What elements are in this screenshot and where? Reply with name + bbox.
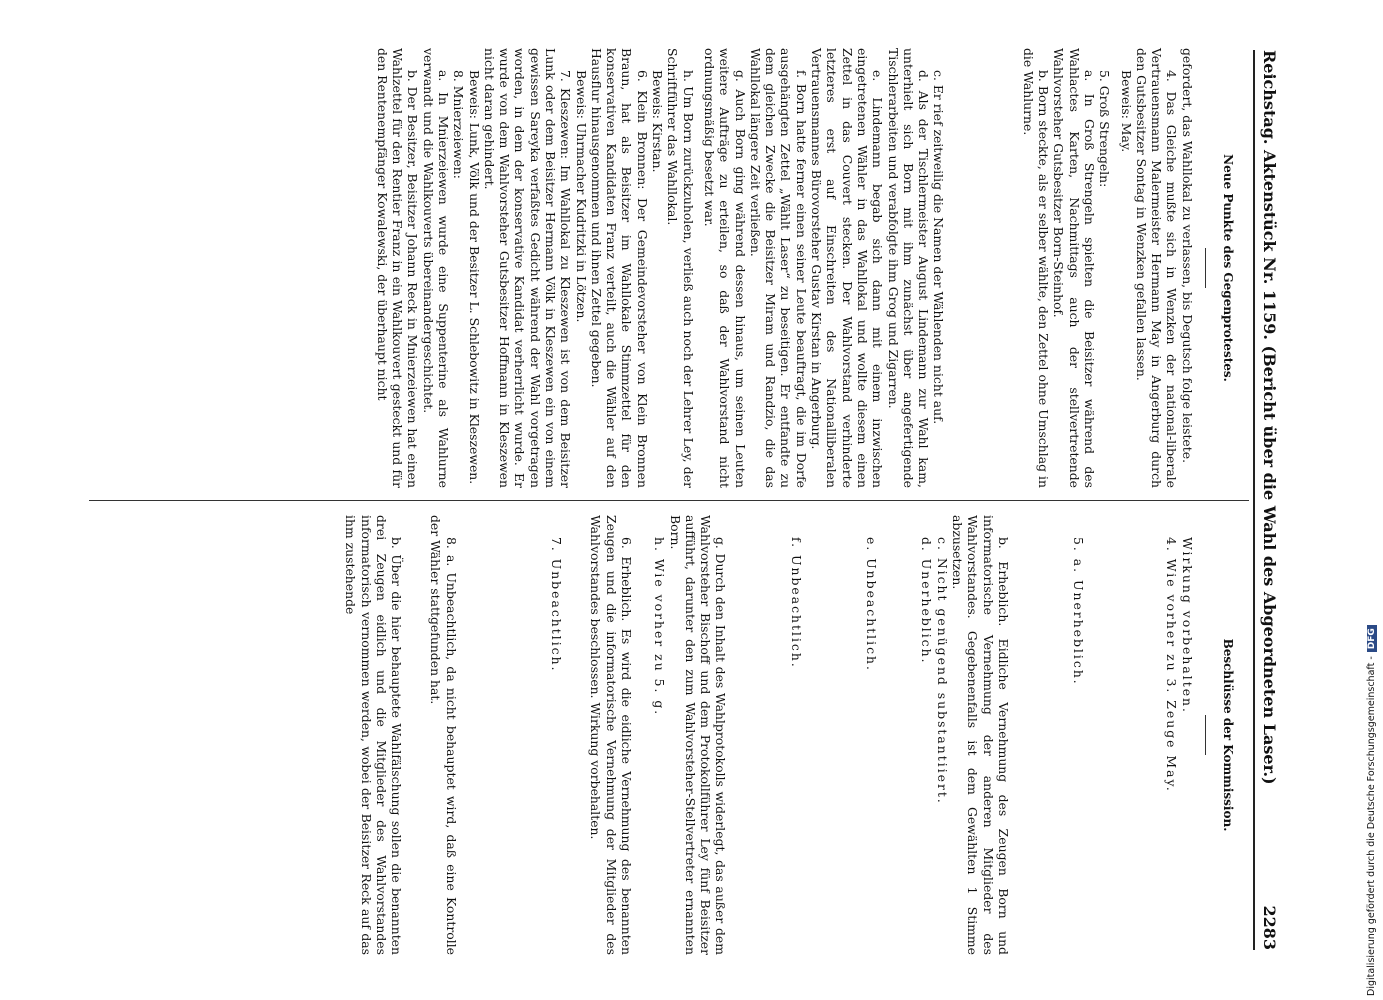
dfg-logo: DFG — [1367, 625, 1377, 652]
decision-line: e. Unbeachtlich. — [864, 537, 880, 672]
section-heading: 8. Mnierzeiewen: — [451, 70, 467, 179]
evidence-line: Beweis: Kirstan. — [650, 70, 666, 173]
paragraph: 6. Klein Bronnen: Der Gemeindevorsteher von Klein Bronnen Braun, hat als Beisitzer im Wahllokale Stimmzettel für den konservativen Kandidaten Franz verteilt, auch die Wähler auf den Hausflur hinausgenommen und ihnen Zettel gegeben. — [588, 48, 650, 488]
left-title-rule — [1205, 248, 1206, 288]
paragraph: b. Born steckte, als er selber wählte, den Zettel ohne Umschlag in die Wahlurne. — [1020, 48, 1052, 488]
page-number: 2283 — [1260, 905, 1279, 950]
column-divider — [89, 500, 1249, 501]
left-column — [374, 48, 1245, 488]
decision-line: Wirkung vorbehalten. — [1179, 537, 1195, 714]
decision-line: f. Unbeachtlich. — [788, 537, 804, 669]
right-column-title: Beschlüsse der Kommission. — [1221, 638, 1235, 832]
paragraph: a. In Groß Strengeln spielten die Beisitzer während des Wahlactes Karten, Nachmittags auch der stellvertretende Wahlvorsteher Gutsbesitzer Born-Steinhof. — [1051, 48, 1097, 488]
paragraph: d. Als der Tischlermeister August Lindemann zur Wahl kam, unterhielt sich Born mit ihm zunächst über angefertigende Tischlerarbeiten und verabfolgte ihm Grog und Zigarren. — [885, 48, 932, 488]
evidence-line: Beweis: May. — [1118, 70, 1134, 153]
paragraph: b. Der Besitzer, Beisitzer Johann Reck in Mnierzeiewen hat einen Wahlzettel für den Rentier Franz in ein Wahlkouvert gesteckt und für den Rentenempfänger Kowalewski, der überhaupt nicht — [374, 48, 421, 488]
page-header — [1253, 50, 1283, 950]
decision-line: 8. a. Unbeachtlich, da nicht behauptet wird, daß eine Kontrolle der Wähler stattgefunden hat. — [428, 515, 459, 955]
digitization-text: Digitalisierung gefördert durch die Deutsche Forschungsgemeinschaft - — [1366, 656, 1377, 996]
decision-line: c. Nicht genügend substantiiert. — [934, 537, 950, 805]
decision-line: g. Durch den Inhalt des Wahlprotokolls widerlegt, das außer dem Wahlvorsteher Bischoff und dem Protokollführer Ley fünf Beisitzer aufführt, darunter den zum Wahlvorsteher-Stellvertreter ernannten Born. — [667, 515, 729, 955]
decision-line: 6. Erheblich. Es wird die eidliche Vernehmung des benannten Zeugen und die informatorische Vernehmung der Mitglieder des Wahlvorstandes beschlossen. Wirkung vorbehalten. — [588, 515, 634, 955]
decision-line: 5. a. Unerheblich. — [1071, 537, 1087, 686]
left-column-title: Neue Punkte des Gegenprotestes. — [1221, 154, 1235, 382]
paragraph: 4. Das Gleiche mußte sich in Wenzken der national-liberale Vertrauensmann Malermeister Hermann May in Angerburg durch den Gutsbesitzer Sontag in Wenzken gefallen lassen. — [1133, 48, 1180, 488]
paragraph: h. Um Born zurückzuholen, verließ auch noch der Lehrer Ley, der Schriftführer das Wahllokal. — [665, 48, 696, 488]
paragraph: c. Er rief zeitweilig die Namen der Wählenden nicht auf. — [931, 70, 947, 425]
header-title: Reichstag. Aktenstück Nr. 1159. (Bericht über die Wahl des Abgeordneten Laser.) — [1260, 50, 1279, 785]
paragraph: f. Born hatte ferner einen seiner Leute beauftragt, die im Dorfe ausgehängten Zettel „Wählt Laser“ zu beseitigen. Er entfandte zu dem gleichen Zwecke die Beisitzer Miram und Randzio, die das Wahllokal längere Zeit verließen. — [747, 48, 809, 488]
right-title-rule — [1205, 715, 1206, 755]
paragraph: 7. Kleszewen: Im Wahllokal zu Kleszewen ist von dem Beisitzer Lunk oder dem Beisitzer Hermann Völk in Kleszewen ein von einem gewissen Sareyka verfaßtes Gedicht während der Wahl vorgetragen worden, in dem der konservative Kandidat verherrlicht wurde. Er wurde von dem Wahlvorsteher Gutsbesitzer Hoffmann in Kleszewen nicht daran gehindert. — [481, 48, 574, 488]
paragraph: g. Auch Born ging während dessen hinaus, um seinen Leuten weitere Aufträge zu erteilen, so daß der Wahlvorstand nicht ordnungsmäßig besetzt war. — [701, 48, 748, 488]
right-column — [343, 515, 1245, 955]
paragraph: e. Lindemann begab sich dann mit einem inzwischen eingetretenen Wähler in das Wahllokal und wollte diesem einen Zettel in das Couvert stecken. Der Wahlvorstand verhinderte letzteres erst auf Einschreiten des Nationalliberalen Vertrauensmannes Bürovorsteher Gustav Kirstan in Angerburg. — [809, 48, 886, 488]
decision-line: 4. Wie vorher zu 3. Zeuge May. — [1164, 537, 1180, 793]
decision-line: 7. Unbeachtlich. — [549, 537, 565, 673]
rotated-document-page — [1, 0, 1341, 1000]
evidence-line: Beweis: Lunk, Völk und der Besitzer L. Schlebowitz in Kleszewen. — [466, 70, 482, 485]
decision-line: h. Wie vorher zu 5. g. — [652, 537, 668, 717]
digitization-note — [1366, 625, 1377, 996]
decision-line: b. Über die hier behauptete Wahlfälschung sollen die benannten drei Zeugen eidlich und die Mitglieder des Wahlvorstandes informatorisch vernommen werden, wobei der Beisitzer Reck auf das ihm zustehende — [343, 515, 405, 955]
paragraph: a. In Mnierzeiewen wurde eine Suppenterine als Wahlurne verwandt und die Wahlkouverts übereinandergeschichtet. — [420, 48, 451, 488]
evidence-line: Beweis: Uhrmacher Kudritzki in Lötzen. — [573, 70, 589, 323]
decision-line: d. Unerheblich. — [919, 537, 935, 665]
header-rule — [1253, 50, 1255, 950]
decision-line: b. Erheblich. Eidliche Vernehmung des Zeugen Born und informatorische Vernehmung der anderen Mitglieder des Wahlvorstandes. Gegebenenfalls ist dem Gewählten 1 Stimme abzusetzen. — [949, 515, 1011, 955]
section-heading: 5. Groß Strengeln: — [1097, 70, 1113, 188]
paragraph: gefordert, das Wahllokal zu verlassen, bis Degutsch folge leistete. — [1179, 48, 1195, 464]
